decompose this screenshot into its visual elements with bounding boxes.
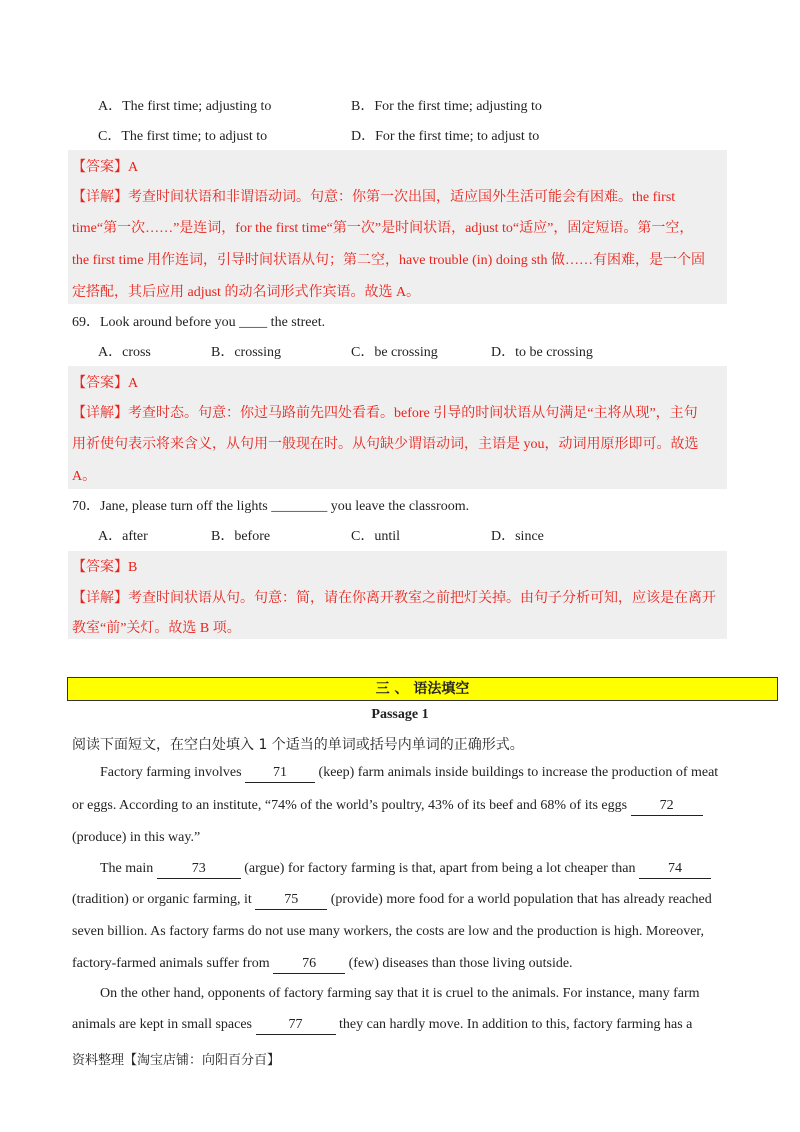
- q69-option-c: C．be crossing: [351, 345, 438, 360]
- q68-detail-line-2: time“第一次……”是连词，for the first time“第一次”是时间状语，adjust to“适应”，固定短语。第一空，: [72, 221, 694, 236]
- q68-detail-line-3: the first time 用作连词，引导时间状语从句；第二空，have trouble (in) doing sth 做……有困难，是一个固: [72, 253, 706, 268]
- q69-detail-line-1: [72, 397, 698, 430]
- answer-value: A: [128, 376, 139, 391]
- q70-detail-line-1: [72, 582, 716, 615]
- q69-detail-line-3: A。: [72, 469, 97, 484]
- answer-label: 【答案】: [72, 375, 128, 391]
- detail-label: 【详解】: [72, 189, 128, 205]
- detail-label: 【详解】: [72, 590, 128, 606]
- passage-line-4: [100, 859, 711, 879]
- q69-option-d: D．to be crossing: [491, 345, 593, 360]
- passage-line-9: [72, 1015, 692, 1035]
- answer-value: B: [128, 560, 138, 575]
- blank-72[interactable]: 72: [631, 797, 703, 816]
- answer-value: A: [128, 160, 139, 175]
- q68-answer: [72, 151, 138, 184]
- q70-option-d: D．since: [491, 529, 544, 544]
- detail-text: 考查时间状语从句。句意：简，请在你离开教室之前把灯关掉。由句子分析可知，应该是在离开: [128, 591, 716, 606]
- text: (provide) more food for a world population that has already reached: [327, 892, 712, 907]
- passage-line-6: seven billion. As factory farms do not use many workers, the costs are low and the production is high. Moreover,: [72, 924, 705, 939]
- passage-line-3: (produce) in this way.”: [72, 830, 201, 845]
- blank-71[interactable]: 71: [245, 764, 315, 783]
- q68-option-c: C．The first time; to adjust to: [98, 129, 268, 144]
- blank-76[interactable]: 76: [273, 955, 345, 974]
- blank-77[interactable]: 77: [256, 1016, 336, 1035]
- q69-answer: [72, 367, 138, 400]
- text: factory-farmed animals suffer from: [72, 956, 274, 971]
- answer-label: 【答案】: [72, 159, 128, 175]
- text: they can hardly move. In addition to this, factory farming has a: [335, 1017, 693, 1032]
- text: (keep) farm animals inside buildings to increase the production of meat: [315, 765, 719, 780]
- text: (argue) for factory farming is that, apart from being a lot cheaper than: [240, 861, 639, 876]
- q69-option-b: B．crossing: [211, 345, 281, 360]
- q70-stem: 70．Jane, please turn off the lights ________ you leave the classroom.: [72, 499, 470, 514]
- text: or eggs. According to an institute, “74% of the world’s poultry, 43% of its beef and 68% of its eggs: [72, 798, 631, 813]
- q68-option-d: D．For the first time; to adjust to: [351, 129, 540, 144]
- q69-stem: 69．Look around before you ____ the street.: [72, 315, 326, 330]
- text: Factory farming involves: [100, 765, 246, 780]
- q70-answer: [72, 551, 137, 584]
- q68-detail-line-1: [72, 181, 675, 214]
- blank-75[interactable]: 75: [255, 891, 327, 910]
- passage-line-8: On the other hand, opponents of factory farming say that it is cruel to the animals. For instance, many farm: [100, 986, 700, 1001]
- blank-74[interactable]: 74: [639, 860, 711, 879]
- passage-line-1: [100, 763, 718, 783]
- text: animals are kept in small spaces: [72, 1017, 256, 1032]
- text: (few) diseases than those living outside.: [345, 956, 573, 971]
- detail-text: 考查时间状语和非谓语动词。句意：你第一次出国，适应国外生活可能会有困难。the first: [128, 190, 676, 205]
- q69-option-a: A．cross: [98, 345, 151, 360]
- blank-73[interactable]: 73: [157, 860, 241, 879]
- q70-option-a: A．after: [98, 529, 148, 544]
- q68-detail-line-4: 定搭配，其后应用 adjust 的动名词形式作宾语。故选 A。: [72, 285, 421, 300]
- q70-detail-line-2: 教室“前”关灯。故选 B 项。: [72, 621, 241, 636]
- passage-line-2: [72, 796, 703, 816]
- text: The main: [100, 861, 157, 876]
- q68-option-a: A．The first time; adjusting to: [98, 99, 272, 114]
- answer-label: 【答案】: [72, 559, 128, 575]
- q70-option-c: C．until: [351, 529, 401, 544]
- footer-source: 资料整理【淘宝店铺：向阳百分百】: [72, 1053, 281, 1068]
- detail-label: 【详解】: [72, 405, 128, 421]
- q68-option-b: B．For the first time; adjusting to: [351, 99, 542, 114]
- q69-detail-line-2: 用祈使句表示将来含义，从句用一般现在时。从句缺少谓语动词，主语是 you，动词用原形即可。故选: [72, 437, 699, 452]
- passage-line-7: [72, 954, 573, 974]
- detail-text: 考查时态。句意：你过马路前先四处看看。before 引导的时间状语从句满足“主将从现”，主句: [128, 406, 698, 421]
- passage-title: Passage 1: [371, 707, 429, 722]
- instruction-text: 阅读下面短文，在空白处填入 1 个适当的单词或括号内单词的正确形式。: [72, 737, 524, 753]
- q70-option-b: B．before: [211, 529, 271, 544]
- text: (tradition) or organic farming, it: [72, 892, 256, 907]
- section-title: 三 、 语法填空: [67, 677, 778, 701]
- passage-line-5: [72, 890, 712, 910]
